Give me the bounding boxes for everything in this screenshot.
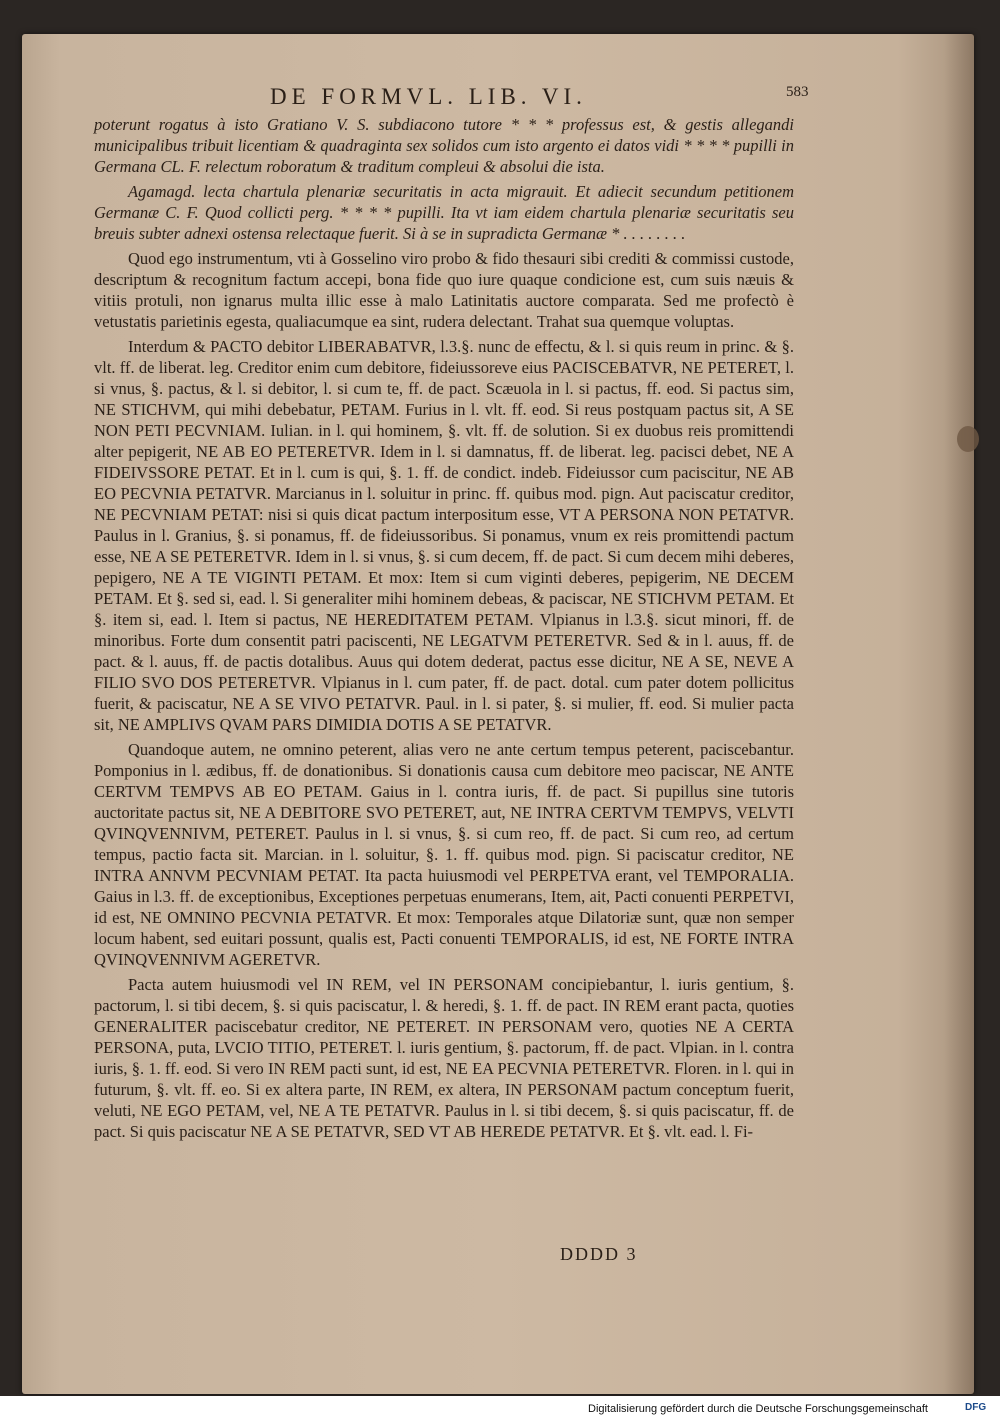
signature-mark: DDDD 3	[560, 1244, 638, 1264]
body-text	[94, 114, 794, 1146]
page-number: 583	[786, 84, 809, 100]
footer-bar	[0, 1396, 1000, 1423]
paragraph: Quandoque autem, ne omnino peterent, alias vero ne ante certum tempus peterent, paciscebantur. Pomponius in l. ædibus, ff. de donationibus. Si donationis causa cum debitore meo paciscar, NE ANTE CERTVM TEMPVS AB EO PETAM. Gaius in l. contra iuris, ff. de pact. Si pupillus sine tutoris auctoritate pactus sit, NE A DEBITORE SVO PETERET, aut, NE INTRA CERTVM TEMPVS, VELVTI QVINQVENNIVM, PETERET. Paulus in l. si vnus, §. si cum reo, ff. de pact. Si cum reo, ad certum tempus, pactio facta sit. Marcian. in l. soluitur, §. 1. ff. quibus mod. pign. Si paciscatur creditor, NE INTRA ANNVM PECVNIAM PETAT. Ita pacta huiusmodi vel PERPETVA erant, vel TEMPORALIA. Gaius in l.3. ff. de exceptionibus, Exceptiones perpetuas enumerans, Item, ait, Pacti conuenti PERPETVI, id est, NE OMNINO PECVNIA PETATVR. Et mox: Temporales atque Dilatoriæ sunt, quæ non semper locum habent, sed euitari possunt, qualis est, Pacti conuenti TEMPORALIS, id est, NE FORTE INTRA QVINQVENNIVM AGERETVR.	[94, 740, 794, 969]
paragraph: Pacta autem huiusmodi vel IN REM, vel IN PERSONAM concipiebantur, l. iuris gentium, §. pactorum, l. si tibi decem, §. si quis paciscatur, l. & heredi, §. 1. ff. de pact. IN REM erant pacta, quoties GENERALITER paciscebatur creditor, NE PETERET. IN PERSONAM vero, quoties NE A CERTA PERSONA, puta, LVCIO TITIO, PETERET. l. iuris gentium, §. pactorum, ff. de pact. Vlpian. in l. contra iuris, §. 1. ff. eod. Si vero IN REM pacti sunt, id est, NE EA PECVNIA PETERETVR. Floren. in l. qui in futurum, §. vlt. ff. eo. Si ex altera parte, IN REM, ex altera, IN PERSONAM pactum conceptum fuerit, veluti, NE EGO PETAM, vel, NE A TE PETATVR. Paulus in l. si tibi decem, §. si quis paciscatur, ff. de pact. Si quis paciscatur NE A SE PETATVR, SED VT AB HEREDE PETATVR. Et §. vlt. ead. l. Fi-	[94, 975, 794, 1141]
footer-credit: Digitalisierung gefördert durch die Deutsche Forschungsgemeinschaft	[588, 1403, 928, 1415]
paragraph: Interdum & PACTO debitor LIBERABATVR, l.3.§. nunc de effectu, & l. si quis reum in princ. & §. vlt. ff. de liberat. leg. Creditor enim cum debitore, fideiussoreve eius PACISCEBATVR, NE PETERET, l. si vnus, §. pactus, & l. si debitor, l. si cum te, ff. de pact. Scæuola in l. si pactus, ff. eod. Si pactus sim, NE STICHVM, qui mihi debebatur, PETAM. Furius in l. vlt. ff. eod. Si reus postquam pactus sit, A SE NON PETI PECVNIAM. Iulian. in l. qui hominem, §. vlt. ff. de solution. Si ex duobus reis promittendi alter pepigerit, NE AB EO PETERETVR. Idem in l. si damnatus, ff. de liberat. leg. pacisci debet, NE A FIDEIVSSORE PETAT. Et in l. cum is qui, §. 1. ff. de condict. indeb. Fideiussor cum paciscitur, NE AB EO PECVNIA PETATVR. Marcianus in l. soluitur in princ. ff. quibus mod. pign. Aut paciscatur creditor, NE PECVNIAM PETAT: nisi si quis dicat pactum interpositum esse, VT A PERSONA NON PETATVR. Paulus in l. Granius, §. si ponamus, ff. de fideiussoribus. Si ponamus, vnum ex reis promittendi pactum esse, NE A SE PETERETVR. Idem in l. si vnus, §. si cum decem, ff. de pact. Si cum decem mihi deberes, pepigero, NE A TE VIGINTI PETAM. Et mox: Item si cum viginti deberes, pepigerim, NE DECEM PETAM. Et §. sed si, ead. l. Si generaliter mihi hominem debeas, & paciscar, NE STICHVM PETAM. Et §. item si, ead. l. Item si pactus, NE HEREDITATEM PETAM. Vlpianus in l.3.§. sicut minori, ff. de minoribus. Forte dum consentit patri paciscenti, NE LEGATVM PETERETVR. Sed & in l. auus, ff. de pact. & l. auus, ff. de pactis dotalibus. Auus qui dotem dederat, pactus esse dicitur, NE A SE, NEVE A FILIO SVO DOS PETERETVR. Vlpianus in l. cum pater, ff. de pact. dotal. cum pater dotem pollicitus fuerit, & paciscatur, NE A SE VIVO PETATVR. Paul. in l. si pater, §. si mulier, ff. eod. Si mulier pacta sit, NE AMPLIVS QVAM PARS DIMIDIA DOTIS A SE PETATVR.	[94, 337, 794, 734]
ink-stain	[957, 426, 979, 452]
paragraph: Quod ego instrumentum, vti à Gosselino viro probo & fido thesauri sibi crediti & commissi custode, descriptum & recognitum factum accepi, bona fide quo iure quaque condicione est, cum suis næuis & vitiis protuli, non ignarus multa illic esse à malo Latinitatis auctore comparata. Sed me profectò è vetustatis parietinis egesta, qualiacumque ea sint, rudera delectant. Trahat sua quemque voluptas.	[94, 249, 794, 331]
page-edge-shadow	[944, 34, 974, 1394]
dfg-logo: DFG	[965, 1402, 987, 1413]
running-head: DE FORMVL. LIB. VI.	[270, 84, 587, 109]
paragraph: poterunt rogatus à isto Gratiano V. S. subdiacono tutore * * * professus est, & gestis allegandi municipalibus tribuit licentiam & quadraginta sex solidos cum isto argento ei datos vidi * * * * pupilli in Germana CL. F. relectum roboratum & traditum compleui & absolui die ista.	[94, 115, 794, 176]
paragraph: Agamagd. lecta chartula plenariæ securitatis in acta migrauit. Et adiecit secundum petitionem Germanæ C. F. Quod collicti perg. * * * * pupilli. Ita vt iam eidem chartula plenariæ securitatis seu breuis subter adnexi ostensa relectaque fuerit. Si à se in supradicta Germanæ * . . . . . . . .	[94, 182, 794, 243]
